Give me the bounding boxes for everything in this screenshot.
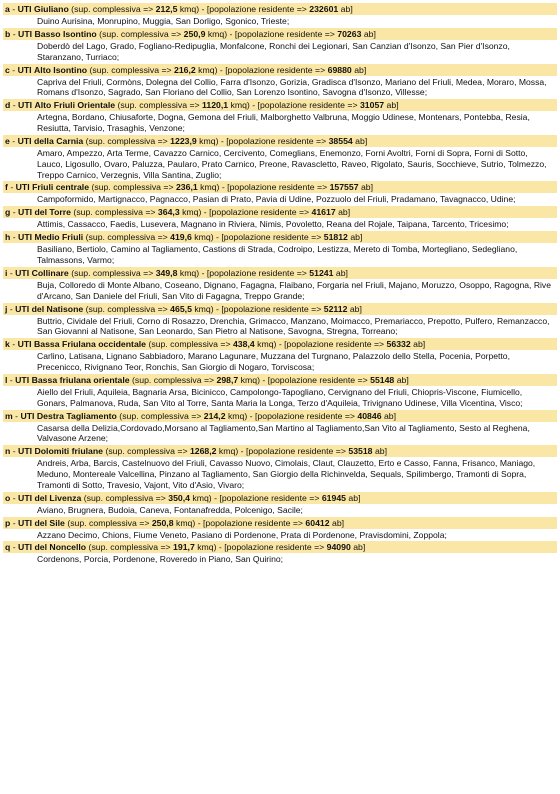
uti-name: Collinare — [31, 267, 69, 278]
population-label: - [popolazione residente => — [199, 4, 310, 14]
area-label: (sup. complessiva => — [132, 374, 217, 385]
population-unit: ab] — [350, 542, 366, 553]
area-value: 438,4 — [232, 339, 255, 350]
area-value: 250,9 — [183, 28, 206, 39]
area-label: (sup. complessiva => — [91, 182, 176, 193]
uti-header — [3, 28, 557, 40]
uti-label: UTI — [17, 135, 32, 146]
area-unit: kmq) — [228, 100, 250, 111]
uti-letter: g — [5, 207, 11, 218]
municipalities-list: Aiello del Friuli, Aquileia, Bagnaria Arsa, Bicinicco, Campolongo-Tapogliano, Cervignano del Friuli, Chiopris-Viscone, Fiumicello, Gonars, Palmanova, Ruda, San Vito al Torre, Santa Maria la Longa, Terzo d'Aquileia, Trivignano Udinese, Villa Vicentina, Visco; — [37, 386, 523, 408]
uti-label: UTI — [18, 492, 33, 503]
uti-header — [3, 374, 557, 386]
area-label: (sup. complessiva => — [85, 303, 171, 314]
municipalities-list: Capriva del Friuli, Cormòns, Dolegna del Collio, Farra d'Isonzo, Gorizia, Gradisca d'Isonzo, Mariano del Friuli, Medea, Moraro, Mossa, Romans d'Isonzo, Sagrado, San Floriano del Collio, San Lorenzo Isontino, Savogna d'Isonzo, Villesse; — [37, 76, 547, 98]
uti-name: Dolomiti friulane — [34, 446, 104, 457]
area-unit: kmq) — [191, 303, 214, 314]
uti-name: Alto Friuli Orientale — [34, 100, 116, 111]
population-label: - [popolazione residente => — [216, 542, 327, 553]
uti-entry — [3, 28, 557, 63]
area-value: 250,8 — [151, 517, 174, 528]
area-value: 1268,2 — [189, 446, 217, 457]
uti-letter: q — [5, 542, 11, 553]
population-label: - [popolazione residente => — [276, 339, 387, 350]
area-unit: kmq) — [189, 492, 212, 503]
area-label: (sup. complessiva => — [105, 446, 190, 457]
population-value: 51241 — [309, 267, 334, 278]
uti-letter: f — [5, 182, 8, 193]
uti-header — [3, 231, 557, 243]
municipalities-list: Amaro, Ampezzo, Arta Terme, Cavazzo Carnico, Cercivento, Comeglians, Enemonzo, Forni Avoltri, Forni di Sopra, Forni di Sotto, Lauco, Ligosullo, Ovaro, Paluzza, Paularo, Prato Carnico, Preone, Ravascletto, Raveo, Rigolato, Sauris, Socchieve, Sutrio, Tolmezzo, Treppo Carnico, Verzegnis, Villa Santina, Zuglio; — [37, 147, 547, 180]
municipalities-list: Aviano, Brugnera, Budoia, Caneva, Fontanafredda, Polcenigo, Sacile; — [37, 504, 303, 515]
uti-name: Medio Friuli — [34, 232, 84, 243]
area-unit: kmq) — [254, 339, 277, 350]
area-unit: kmq) — [177, 267, 200, 278]
area-label: (sup. complessiva => — [83, 492, 169, 503]
population-label: - [popolazione residente => — [213, 232, 324, 243]
uti-name: Alto Isontino — [34, 64, 88, 75]
population-label: - [popolazione residente => — [259, 374, 371, 385]
area-unit: kmq) — [195, 64, 218, 75]
uti-header — [3, 445, 557, 457]
uti-header — [3, 492, 557, 504]
uti-separator: - — [9, 339, 18, 350]
area-unit: kmq) — [205, 28, 228, 39]
uti-header — [3, 135, 557, 147]
population-label: - [popolazione residente => — [217, 64, 328, 75]
municipalities-list: Artegna, Bordano, Chiusaforte, Dogna, Gemona del Friuli, Malborghetto Valbruna, Moggio Udinese, Montenars, Pontebba, Resia, Resiutta, Tarvisio, Trasaghis, Venzone; — [37, 112, 530, 134]
uti-letter: d — [5, 100, 11, 111]
uti-letter: i — [5, 267, 8, 278]
uti-entry — [3, 374, 557, 409]
area-unit: kmq) — [173, 517, 196, 528]
area-value: 419,6 — [170, 232, 192, 243]
municipalities-list: Doberdò del Lago, Grado, Fogliano-Redipuglia, Monfalcone, Ronchi dei Legionari, San Canzian d'Isonzo, San Pier d'Isonzo, Staranzano, Turriaco; — [37, 40, 510, 62]
area-label: (sup. complessiva => — [67, 517, 152, 528]
uti-label: UTI — [17, 64, 32, 75]
area-value: 364,3 — [157, 207, 180, 218]
uti-header — [3, 3, 557, 15]
uti-separator: - — [10, 207, 19, 218]
uti-entry — [3, 99, 557, 134]
uti-letter: l — [5, 374, 8, 385]
municipalities-list: Andreis, Arba, Barcis, Castelnuovo del Friuli, Cavasso Nuovo, Cimolais, Claut, Clauzetto, Erto e Casso, Fanna, Frisanco, Maniago, Meduno, Montereale Valcellina, Pinzano al Tagliamento, San Giorgio della Richinvelda, Sequals, Spilimbergo, Tramonti di Sopra, Tramonti di Sotto, Travesio, Vajont, Vito d'Asio, Vivaro; — [37, 458, 536, 490]
uti-separator: - — [7, 267, 16, 278]
population-value: 157557 — [329, 182, 359, 193]
population-label: - [popolazione residente => — [211, 492, 322, 503]
uti-separator: - — [10, 446, 19, 457]
uti-name: del Livenza — [34, 492, 82, 503]
population-value: 61945 — [321, 492, 346, 503]
municipalities-list: Attimis, Cassacco, Faedis, Lusevera, Magnano in Riviera, Nimis, Povoletto, Reana del Rojale, Taipana, Tarcento, Tricesimo; — [37, 219, 509, 230]
uti-entry — [3, 541, 557, 565]
municipalities-list: Buttrio, Cividale del Friuli, Corno di Rosazzo, Drenchia, Grimacco, Manzano, Moimacco, Premariacco, Prepotto, Pulfero, Remanzacco, San Giovanni al Natisone, San Leonardo, San Pietro al Natisone, Savogna, Stregna, Torreano; — [37, 315, 550, 337]
population-label: - [popolazione residente => — [213, 303, 324, 314]
area-unit: kmq) — [179, 207, 202, 218]
area-unit: kmq) — [225, 410, 248, 421]
area-label: (sup. complessiva => — [85, 135, 171, 146]
area-label: (sup. complessiva => — [88, 542, 174, 553]
area-unit: kmq) — [196, 135, 219, 146]
uti-label: UTI — [18, 446, 33, 457]
uti-name: Friuli centrale — [32, 182, 90, 193]
uti-name: Basso Isontino — [34, 28, 97, 39]
uti-label: UTI — [17, 339, 32, 350]
uti-separator: - — [10, 517, 19, 528]
uti-label: UTI — [15, 374, 30, 385]
uti-header — [3, 410, 557, 422]
uti-entry — [3, 135, 557, 181]
uti-header — [3, 517, 557, 529]
uti-separator: - — [7, 303, 16, 314]
uti-entry — [3, 410, 557, 445]
uti-separator: - — [10, 232, 19, 243]
municipalities-list: Cordenons, Porcia, Pordenone, Roveredo in Piano, San Quirino; — [37, 554, 284, 565]
area-label: (sup. complessiva => — [119, 410, 204, 421]
municipalities-list: Basiliano, Bertiolo, Camino al Tagliamento, Castions di Strada, Codroipo, Lestizza, Mereto di Tomba, Mortegliano, Sedegliano, Talmassons, Varmo; — [37, 244, 518, 265]
population-unit: ab] — [333, 267, 348, 278]
population-value: 53518 — [348, 446, 373, 457]
uti-letter: k — [5, 339, 10, 350]
uti-entry — [3, 492, 557, 516]
area-value: 1223,9 — [170, 135, 197, 146]
uti-label: UTI — [18, 28, 33, 39]
uti-header — [3, 303, 557, 315]
uti-label: UTI — [18, 542, 33, 553]
uti-letter: b — [5, 28, 11, 39]
uti-separator: - — [9, 64, 18, 75]
uti-header — [3, 99, 557, 111]
uti-entry — [3, 206, 557, 230]
municipalities-list: Duino Aurisina, Monrupino, Muggia, San Dorligo, Sgonico, Trieste; — [37, 16, 290, 26]
population-value: 38554 — [328, 135, 353, 146]
uti-letter: h — [5, 232, 11, 243]
population-label: - [popolazione residente => — [227, 28, 338, 39]
population-value: 41617 — [311, 207, 336, 218]
uti-header — [3, 541, 557, 553]
population-unit: ab] — [361, 28, 376, 39]
population-unit: ab] — [358, 182, 374, 193]
population-value: 232601 — [309, 4, 339, 14]
uti-name: Bassa friulana orientale — [31, 374, 130, 385]
population-value: 55148 — [370, 374, 395, 385]
population-unit: ab] — [338, 4, 353, 14]
population-unit: ab] — [410, 339, 426, 350]
uti-entry — [3, 231, 557, 266]
uti-label: UTI — [17, 4, 32, 14]
uti-header — [3, 181, 557, 193]
population-unit: ab] — [381, 410, 397, 421]
uti-label: UTI — [20, 410, 35, 421]
population-label: - [popolazione residente => — [199, 267, 310, 278]
uti-label: UTI — [18, 232, 33, 243]
population-label: - [popolazione residente => — [238, 446, 349, 457]
uti-name: della Carnia — [34, 135, 84, 146]
population-unit: ab] — [335, 207, 351, 218]
uti-name: Bassa Friulana occidentale — [34, 339, 147, 350]
uti-name: del Noncello — [34, 542, 87, 553]
municipalities-list: Azzano Decimo, Chions, Fiume Veneto, Pasiano di Pordenone, Prata di Pordenone, Pravisdomini, Zoppola; — [37, 529, 447, 540]
uti-entry — [3, 338, 557, 373]
uti-separator: - — [10, 542, 19, 553]
population-label: - [popolazione residente => — [219, 182, 330, 193]
area-unit: kmq) — [177, 4, 200, 14]
area-value: 350,4 — [168, 492, 190, 503]
area-label: (sup. complessiva => — [85, 232, 171, 243]
area-label: (sup. complessiva => — [148, 339, 233, 350]
uti-label: UTI — [15, 182, 30, 193]
population-value: 56332 — [386, 339, 411, 350]
population-value: 70263 — [337, 28, 362, 39]
uti-label: UTI — [15, 267, 30, 278]
municipalities-list: Campoformido, Martignacco, Pagnacco, Pasian di Prato, Pavia di Udine, Pozzuolo del Friuli, Pradamano, Tavagnacco, Udine; — [37, 194, 516, 205]
uti-letter: p — [5, 517, 11, 528]
area-label: (sup. complessiva => — [89, 64, 175, 75]
uti-letter: a — [5, 4, 10, 14]
area-value: 212,5 — [155, 4, 178, 14]
municipalities-list: Casarsa della Delizia,Cordovado,Morsano al Tagliamento,San Martino al Tagliamento,San Vito al Tagliamento, Sesto al Reghena, Valvasone Arzene; — [37, 422, 530, 444]
uti-header — [3, 64, 557, 76]
uti-label: UTI — [18, 517, 33, 528]
population-unit: ab] — [384, 100, 399, 111]
uti-name: Giuliano — [34, 4, 69, 14]
uti-header — [3, 338, 557, 350]
population-unit: ab] — [394, 374, 409, 385]
population-value: 52112 — [323, 303, 348, 314]
area-value: 216,2 — [174, 64, 196, 75]
population-unit: ab] — [372, 446, 388, 457]
population-label: - [popolazione residente => — [218, 135, 329, 146]
population-label: - [popolazione residente => — [249, 100, 360, 111]
uti-entry — [3, 267, 557, 302]
population-unit: ab] — [346, 492, 361, 503]
uti-separator: - — [9, 4, 18, 14]
area-value: 1120,1 — [202, 100, 229, 111]
population-unit: ab] — [351, 64, 367, 75]
population-value: 94090 — [326, 542, 351, 553]
population-value: 51812 — [323, 232, 348, 243]
population-value: 60412 — [305, 517, 330, 528]
uti-letter: n — [5, 446, 11, 457]
uti-label: UTI — [18, 100, 33, 111]
area-label: (sup. complessiva => — [117, 100, 203, 111]
area-value: 298,7 — [216, 374, 239, 385]
uti-entry — [3, 303, 557, 338]
uti-letter: e — [5, 135, 10, 146]
area-unit: kmq) — [197, 182, 220, 193]
uti-letter: m — [5, 410, 13, 421]
area-unit: kmq) — [238, 374, 260, 385]
uti-entry — [3, 445, 557, 491]
population-unit: ab] — [347, 303, 362, 314]
uti-separator: - — [9, 135, 18, 146]
population-label: - [popolazione residente => — [247, 410, 358, 421]
uti-header — [3, 267, 557, 279]
area-value: 349,8 — [155, 267, 178, 278]
area-label: (sup. complessiva => — [71, 267, 156, 278]
uti-separator: - — [7, 374, 16, 385]
uti-name: Destra Tagliamento — [36, 410, 117, 421]
uti-header — [3, 206, 557, 218]
uti-letter: o — [5, 492, 11, 503]
area-unit: kmq) — [194, 542, 217, 553]
municipalities-list: Carlino, Latisana, Lignano Sabbiadoro, Marano Lagunare, Muzzana del Turgnano, Palazzolo dello Stella, Pocenia, Porpetto, Precenicco, Rivignano Teor, Ronchis, San Giorgio di Nogaro, Torviscosa; — [37, 351, 510, 373]
area-value: 191,7 — [173, 542, 195, 553]
uti-entry — [3, 517, 557, 541]
area-value: 236,1 — [175, 182, 198, 193]
population-label: - [popolazione residente => — [195, 517, 306, 528]
uti-letter: j — [5, 303, 8, 314]
population-value: 69880 — [327, 64, 352, 75]
uti-name: del Torre — [34, 207, 71, 218]
uti-letter: c — [5, 64, 10, 75]
uti-entry — [3, 64, 557, 99]
area-unit: kmq) — [191, 232, 214, 243]
population-unit: ab] — [347, 232, 363, 243]
uti-name: del Sile — [34, 517, 65, 528]
population-value: 31057 — [359, 100, 385, 111]
area-unit: kmq) — [216, 446, 239, 457]
area-label: (sup. complessiva => — [73, 207, 158, 218]
population-label: - [popolazione residente => — [201, 207, 312, 218]
municipalities-list: Buja, Colloredo di Monte Albano, Coseano, Dignano, Fagagna, Flaibano, Forgaria nel Friuli, Majano, Moruzzo, Osoppo, Ragogna, Rive d'Arcano, San Daniele del Friuli, San Vito di Fagagna, Treppo Grande; — [37, 279, 552, 301]
uti-name: del Natisone — [31, 303, 84, 314]
area-label: (sup. complessiva => — [99, 28, 184, 39]
population-value: 40846 — [357, 410, 382, 421]
uti-separator: - — [10, 28, 19, 39]
uti-separator: - — [12, 410, 21, 421]
uti-label: UTI — [15, 303, 30, 314]
uti-entry — [3, 181, 557, 205]
uti-separator: - — [7, 182, 16, 193]
population-unit: ab] — [352, 135, 368, 146]
uti-label: UTI — [18, 207, 33, 218]
uti-separator: - — [10, 492, 19, 503]
area-value: 465,5 — [170, 303, 192, 314]
uti-entry — [3, 3, 557, 27]
area-value: 214,2 — [203, 410, 226, 421]
population-unit: ab] — [329, 517, 345, 528]
area-label: (sup. complessiva => — [71, 4, 156, 14]
uti-separator: - — [10, 100, 19, 111]
